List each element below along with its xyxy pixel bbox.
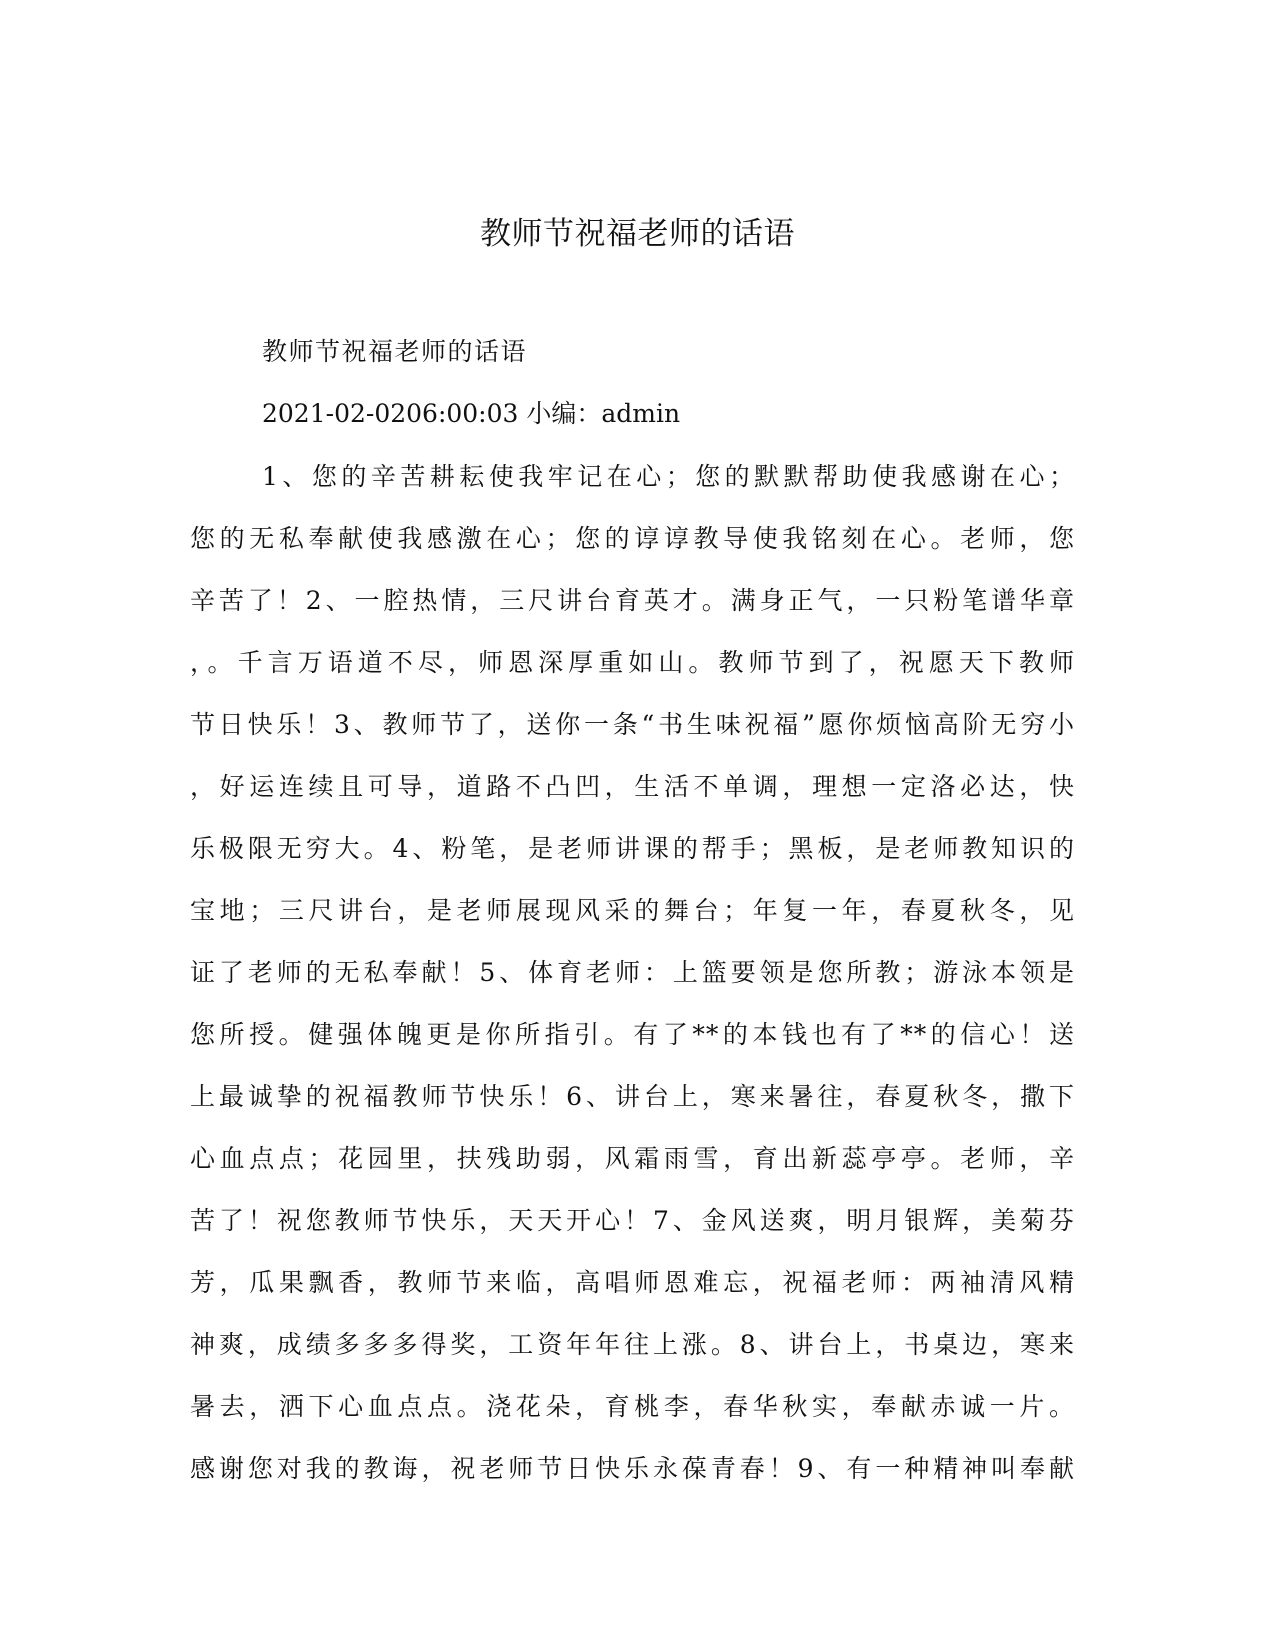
body-line: 节日快乐！3、教师节了，送你一条“书生味祝福”愿你烦恼高阶无穷小: [190, 710, 1075, 739]
document-title: 教师节祝福老师的话语: [480, 216, 795, 252]
body-line: 乐极限无穷大。4、粉笔，是老师讲课的帮手；黑板，是老师教知识的: [190, 834, 1075, 863]
body-line: 苦了！祝您教师节快乐，天天开心！7、金风送爽，明月银辉，美菊芬: [190, 1206, 1075, 1235]
body-line: 辛苦了！2、一腔热情，三尺讲台育英才。满身正气，一只粉笔谱华章: [190, 586, 1075, 615]
article-body: [190, 455, 1075, 1509]
article-meta: 2021-02-0206:00:03 小编：admin: [262, 399, 681, 428]
body-line: 暑去，洒下心血点点。浇花朵，育桃李，春华秋实，奉献赤诚一片。: [190, 1392, 1075, 1421]
body-line: 感谢您对我的教诲，祝老师节日快乐永葆青春！9、有一种精神叫奉献: [190, 1454, 1075, 1483]
body-line: 您所授。健强体魄更是你所指引。有了**的本钱也有了**的信心！送: [190, 1020, 1075, 1049]
body-line: 芳，瓜果飘香，教师节来临，高唱师恩难忘，祝福老师：两袖清风精: [190, 1268, 1075, 1297]
article-subtitle: 教师节祝福老师的话语: [262, 337, 528, 366]
body-line: 您的无私奉献使我感激在心；您的谆谆教导使我铭刻在心。老师，您: [190, 524, 1075, 553]
body-line: 上最诚挚的祝福教师节快乐！6、讲台上，寒来暑往，春夏秋冬，撒下: [190, 1082, 1075, 1111]
body-line: 1、您的辛苦耕耘使我牢记在心；您的默默帮助使我感谢在心；: [262, 462, 1075, 491]
body-line: ，。千言万语道不尽，师恩深厚重如山。教师节到了，祝愿天下教师: [190, 648, 1075, 677]
body-line: 神爽，成绩多多多得奖，工资年年往上涨。8、讲台上，书桌边，寒来: [190, 1330, 1075, 1359]
body-line: 证了老师的无私奉献！5、体育老师：上篮要领是您所教；游泳本领是: [190, 958, 1075, 987]
body-line: 心血点点；花园里，扶残助弱，风霜雨雪，育出新蕊亭亭。老师，辛: [190, 1144, 1075, 1173]
body-line: 宝地；三尺讲台，是老师展现风采的舞台；年复一年，春夏秋冬，见: [190, 896, 1075, 925]
body-line: ，好运连续且可导，道路不凸凹，生活不单调，理想一定洛必达，快: [190, 772, 1075, 801]
